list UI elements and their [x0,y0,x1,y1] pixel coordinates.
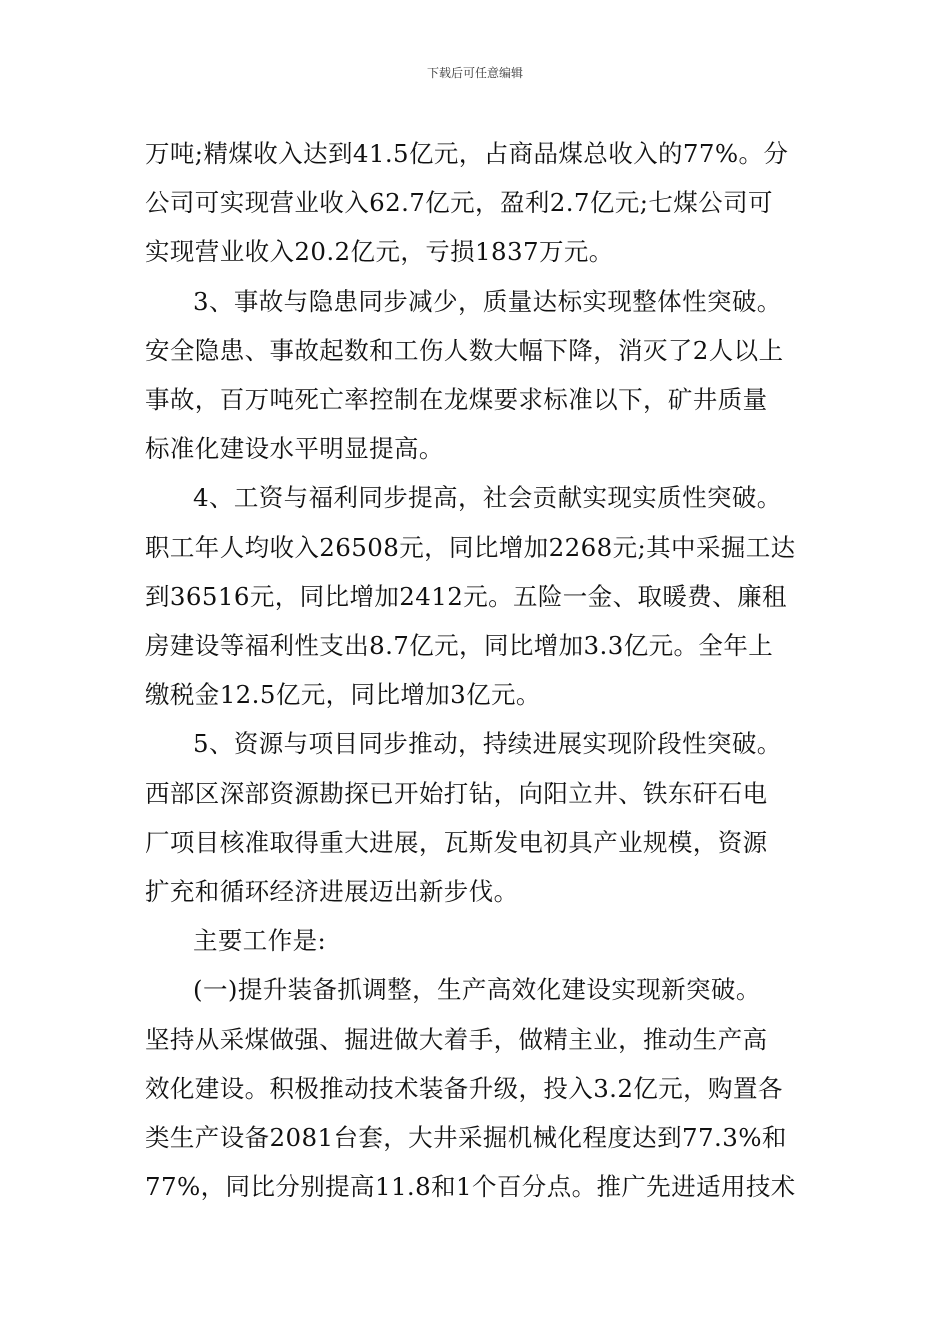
text-line: 77%，同比分别提高11.8和1个百分点。推广先进适用技术 [145,1172,796,1202]
page-header: 下载后可任意编辑 [426,66,523,80]
text-line: 厂项目核准取得重大进展，瓦斯发电初具产业规模，资源 [145,827,768,857]
text-line: 到36516元，同比增加2412元。五险一金、取暖费、廉租 [145,581,787,611]
text-line: 4、工资与福利同步提高，社会贡献实现实质性突破。 [193,483,782,513]
text-line: 类生产设备2081台套，大井采掘机械化程度达到77.3%和 [145,1123,787,1153]
text-line: 标准化建设水平明显提高。 [145,434,444,464]
text-line: 实现营业收入20.2亿元，亏损1837万元。 [145,237,614,267]
text-line: 坚持从采煤做强、掘进做大着手，做精主业，推动生产高 [145,1024,768,1054]
document-body [145,129,810,1211]
text-line: 安全隐患、事故起数和工伤人数大幅下降，消灭了2人以上 [145,335,784,365]
text-line: 缴税金12.5亿元，同比增加3亿元。 [145,680,541,710]
text-line: 主要工作是: [193,926,327,956]
text-line: 职工年人均收入26508元，同比增加2268元;其中采掘工达 [145,532,796,562]
text-line: 公司可实现营业收入62.7亿元，盈利2.7亿元;七煤公司可 [145,188,773,218]
text-line: (一)提升装备抓调整，生产高效化建设实现新突破。 [193,975,761,1005]
text-line: 3、事故与隐患同步减少，质量达标实现整体性突破。 [193,286,782,316]
text-line: 扩充和循环经济进展迈出新步伐。 [145,877,519,907]
text-line: 房建设等福利性支出8.7亿元，同比增加3.3亿元。全年上 [145,631,774,661]
text-line: 效化建设。积极推动技术装备升级，投入3.2亿元，购置各 [145,1073,783,1103]
text-line: 5、资源与项目同步推动，持续进展实现阶段性突破。 [193,729,782,759]
text-line: 西部区深部资源勘探已开始打钻，向阳立井、铁东矸石电 [145,778,768,808]
text-line: 事故，百万吨死亡率控制在龙煤要求标准以下，矿井质量 [145,385,768,415]
text-line: 万吨;精煤收入达到41.5亿元，占商品煤总收入的77%。分 [145,139,789,168]
